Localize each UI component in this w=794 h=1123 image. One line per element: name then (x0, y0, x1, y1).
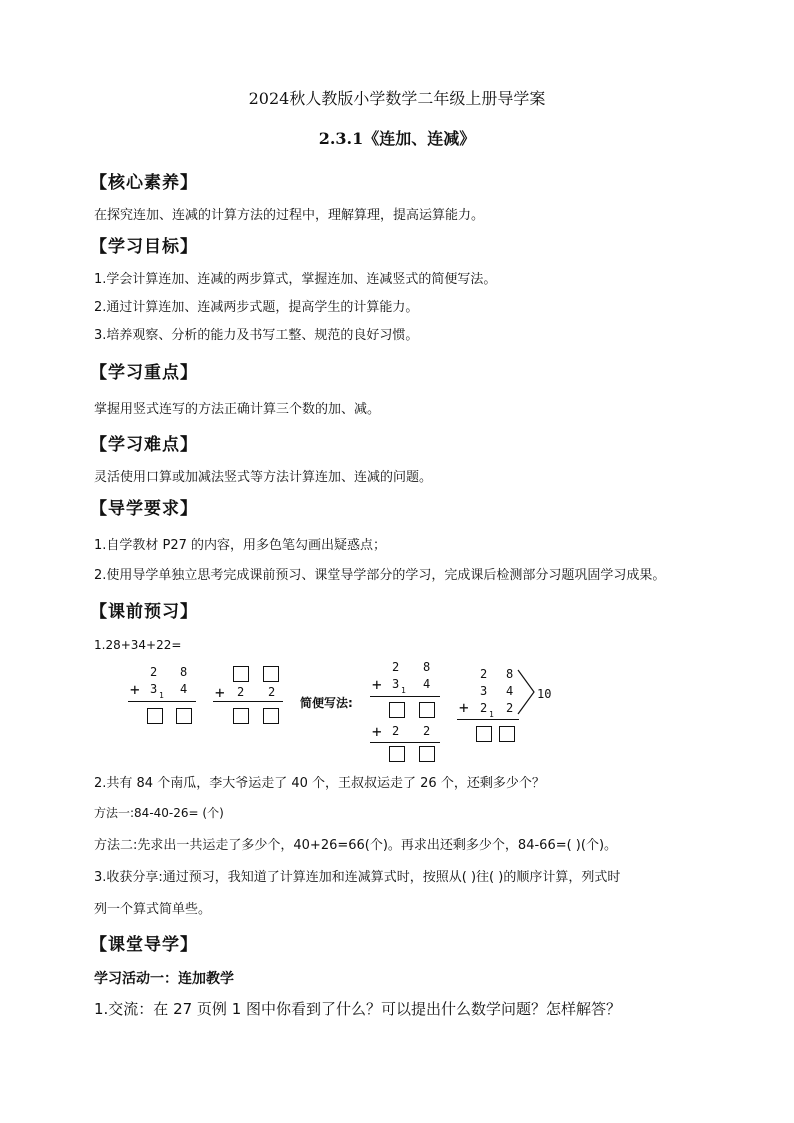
method-one: 方法一:84-40-26= (个) (94, 806, 224, 820)
lesson-title: 2.3.1《连加、连减》 (318, 129, 476, 148)
bracket-icon (516, 668, 538, 718)
digit: 3 (150, 682, 158, 696)
plus-sign: + (372, 675, 382, 694)
plus-sign: + (215, 683, 225, 702)
answer-box[interactable] (389, 746, 405, 762)
bracket-sum: 10 (537, 687, 552, 701)
heading-difficulties: 【学习难点】 (90, 435, 198, 455)
objective-item: 3.培养观察、分析的能力及书写工整、规范的良好习惯。 (94, 328, 419, 343)
heading-preview: 【课前预习】 (90, 602, 198, 622)
calc-line (370, 742, 440, 743)
digit: 2 (268, 685, 276, 699)
difficulties-text: 灵活使用口算或加减法竖式等方法计算连加、连减的问题。 (94, 470, 433, 485)
classroom-question-1: 1.交流：在 27 页例 1 图中你看到了什么？可以提出什么数学问题？怎样解答？ (94, 1000, 622, 1018)
heading-core-literacy: 【核心素养】 (90, 173, 198, 193)
digit: 8 (180, 665, 188, 679)
preview-question-2: 2.共有 84 个南瓜，李大爷运走了 40 个，王叔叔运走了 26 个，还剩多少个？ (94, 776, 545, 791)
answer-box[interactable] (419, 746, 435, 762)
preview-question-3-cont: 列一个算式简单些。 (94, 902, 212, 917)
calc-line (370, 696, 440, 697)
answer-box[interactable] (233, 666, 249, 682)
calc-line (457, 719, 519, 720)
calc-line (213, 701, 283, 702)
heading-key-points: 【学习重点】 (90, 363, 198, 383)
answer-box[interactable] (419, 702, 435, 718)
method-two: 方法二:先求出一共运走了多少个，40+26=66(个)。再求出还剩多少个，84-66=( )(个)。 (94, 838, 618, 853)
calc-line (128, 701, 196, 702)
digit: 3 (480, 684, 488, 698)
digit: 8 (423, 660, 431, 674)
answer-box[interactable] (176, 708, 192, 724)
key-points-text: 掌握用竖式连写的方法正确计算三个数的加、减。 (94, 402, 381, 417)
digit: 2 (392, 660, 400, 674)
plus-sign: + (372, 722, 382, 741)
simple-method-label: 简便写法: (300, 696, 353, 710)
objective-item: 1.学会计算连加、连减的两步算式，掌握连加、连减竖式的简便写法。 (94, 272, 497, 287)
core-literacy-text: 在探究连加、连减的计算方法的过程中，理解算理，提高运算能力。 (94, 208, 485, 223)
answer-box[interactable] (147, 708, 163, 724)
objective-item: 2.通过计算连加、连减两步式题，提高学生的计算能力。 (94, 300, 419, 315)
digit: 2 (150, 665, 158, 679)
heading-objectives: 【学习目标】 (90, 237, 198, 257)
document-title: 2024秋人教版小学数学二年级上册导学案 (248, 89, 546, 108)
digit: 2 (423, 724, 431, 738)
digit: 2 (237, 685, 245, 699)
carry-digit: 1 (401, 686, 406, 695)
answer-box[interactable] (263, 666, 279, 682)
digit: 4 (180, 682, 188, 696)
answer-box[interactable] (476, 726, 492, 742)
digit: 8 (506, 667, 514, 681)
digit: 2 (392, 724, 400, 738)
requirement-item: 1.自学教材 P27 的内容，用多色笔勾画出疑惑点； (94, 538, 387, 553)
digit: 2 (480, 667, 488, 681)
digit: 3 (392, 677, 400, 691)
activity-title: 学习活动一：连加教学 (94, 971, 234, 987)
plus-sign: + (459, 698, 469, 717)
preview-question-3: 3.收获分享:通过预习，我知道了计算连加和连减算式时，按照从( )往( )的顺序计算，列式时 (94, 870, 621, 885)
carry-digit: 1 (489, 710, 494, 719)
answer-box[interactable] (233, 708, 249, 724)
digit: 2 (480, 701, 488, 715)
digit: 4 (506, 684, 514, 698)
answer-box[interactable] (389, 702, 405, 718)
carry-digit: 1 (159, 691, 164, 700)
plus-sign: + (130, 680, 140, 699)
digit: 4 (423, 677, 431, 691)
digit: 2 (506, 701, 514, 715)
answer-box[interactable] (499, 726, 515, 742)
heading-requirements: 【导学要求】 (90, 499, 198, 519)
preview-question-1: 1.28+34+22= (94, 638, 182, 652)
heading-classroom: 【课堂导学】 (90, 935, 198, 955)
requirement-item: 2.使用导学单独立思考完成课前预习、课堂导学部分的学习，完成课后检测部分习题巩固学习成果。 (94, 568, 666, 583)
answer-box[interactable] (263, 708, 279, 724)
